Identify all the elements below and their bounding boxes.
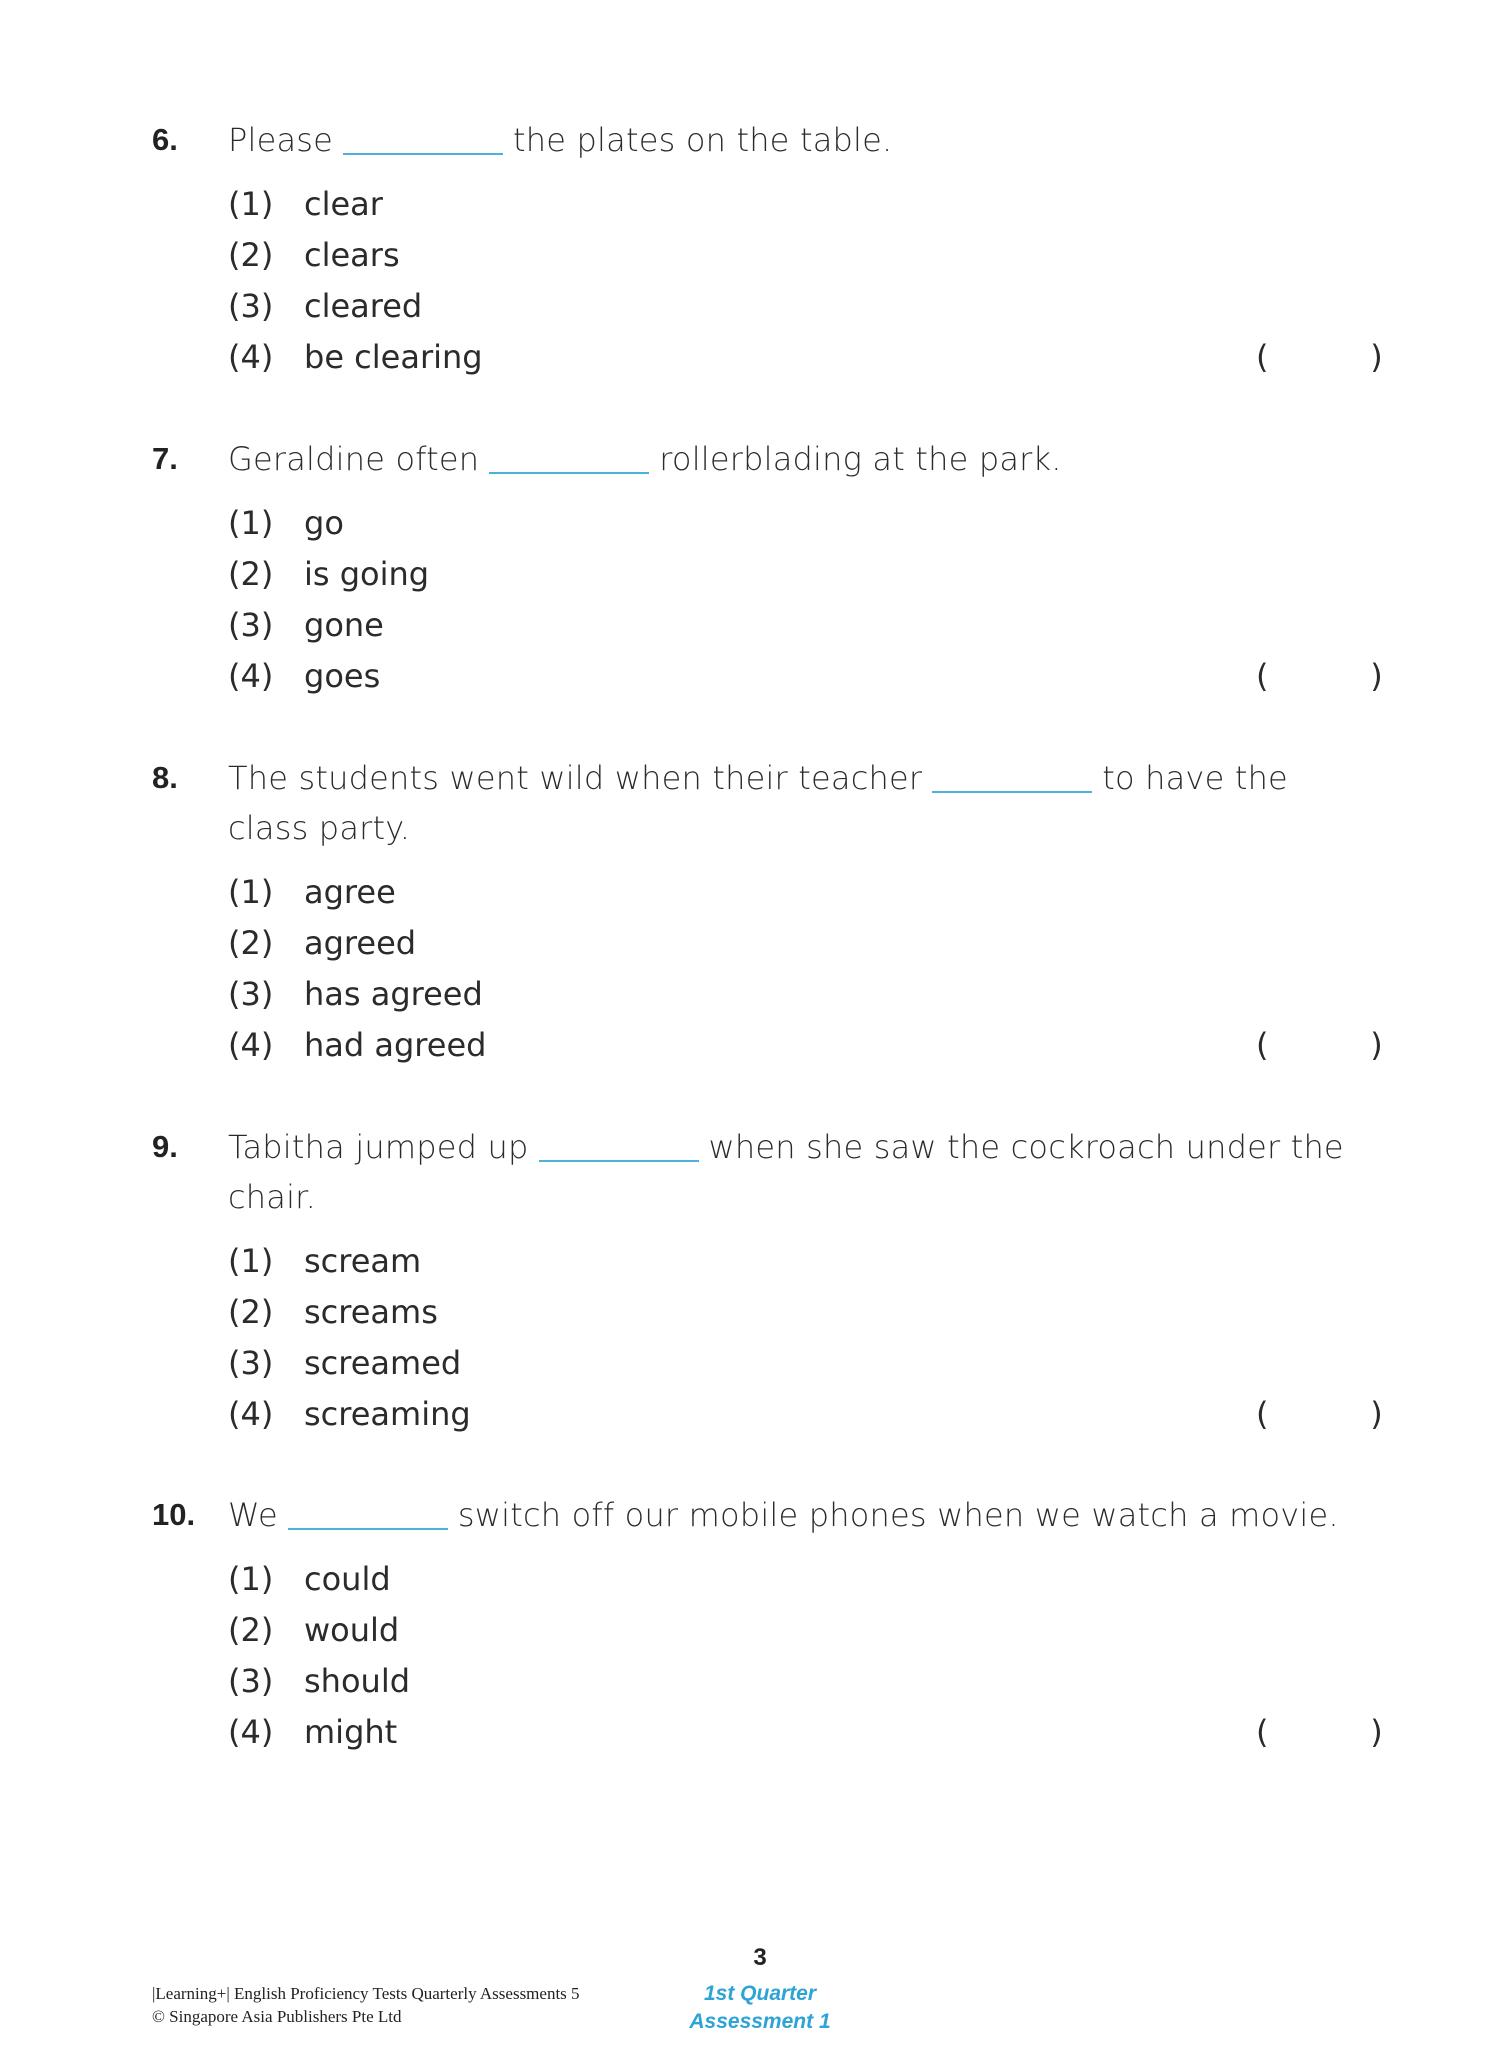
option-text: has agreed (304, 975, 483, 1013)
stem-before: We (228, 1496, 278, 1534)
option-number: (2) (228, 1611, 274, 1649)
option-number: (3) (228, 287, 274, 325)
answer-blank (932, 761, 1092, 793)
answer-bracket: ( ) (1256, 1395, 1383, 1433)
option-text: clears (304, 236, 400, 274)
question-stem (228, 753, 1376, 853)
option-text: scream (304, 1242, 422, 1280)
option-number: (3) (228, 1344, 274, 1382)
question-stem (228, 1122, 1376, 1222)
stem-after: the plates on the table. (513, 121, 893, 159)
stem-before: Geraldine often (228, 440, 480, 478)
answer-bracket: ( ) (1256, 657, 1383, 695)
question-number: 9. (152, 1129, 178, 1164)
page-number: 3 (753, 1944, 767, 1971)
option-number: (1) (228, 185, 274, 223)
option-number: (4) (228, 1395, 274, 1433)
option-text: screams (304, 1293, 438, 1331)
option-text: would (304, 1611, 400, 1649)
answer-blank (288, 1498, 448, 1530)
answer-bracket: ( ) (1256, 338, 1383, 376)
question-stem (228, 1490, 1408, 1540)
stem-after: when she saw the cockroach under the chair. (228, 1128, 1344, 1216)
footer-publication-info (152, 1982, 580, 2028)
option-text: goes (304, 657, 381, 695)
stem-before: Please (228, 121, 334, 159)
option-number: (3) (228, 975, 274, 1013)
option-number: (4) (228, 657, 274, 695)
question-stem (228, 434, 1376, 484)
option-text: clear (304, 185, 383, 223)
option-number: (4) (228, 1026, 274, 1064)
option-text: might (304, 1713, 398, 1751)
option-number: (4) (228, 338, 274, 376)
option-text: could (304, 1560, 391, 1598)
footer-section-label (660, 1980, 860, 2036)
stem-after: rollerblading at the park. (659, 440, 1062, 478)
option-number: (1) (228, 1560, 274, 1598)
stem-after: to have the class party. (228, 759, 1288, 847)
publication-line: |Learning+| English Proficiency Tests Quarterly Assessments 5 (152, 1984, 580, 2003)
stem-before: The students went wild when their teacher (228, 759, 923, 797)
question-number: 10. (152, 1497, 196, 1532)
option-number: (2) (228, 924, 274, 962)
option-number: (2) (228, 236, 274, 274)
option-text: screamed (304, 1344, 462, 1382)
copyright-line: © Singapore Asia Publishers Pte Ltd (152, 2007, 402, 2026)
option-number: (4) (228, 1713, 274, 1751)
option-text: gone (304, 606, 384, 644)
stem-before: Tabitha jumped up (228, 1128, 529, 1166)
answer-bracket: ( ) (1256, 1026, 1383, 1064)
option-number: (1) (228, 873, 274, 911)
answer-blank (343, 123, 503, 155)
option-number: (2) (228, 1293, 274, 1331)
option-text: be clearing (304, 338, 483, 376)
option-text: agreed (304, 924, 417, 962)
option-text: had agreed (304, 1026, 487, 1064)
option-text: is going (304, 555, 430, 593)
option-text: screaming (304, 1395, 471, 1433)
answer-bracket: ( ) (1256, 1713, 1383, 1751)
option-number: (3) (228, 1662, 274, 1700)
question-number: 6. (152, 122, 178, 157)
question-number: 7. (152, 441, 178, 476)
option-number: (1) (228, 504, 274, 542)
option-text: agree (304, 873, 396, 911)
option-text: go (304, 504, 344, 542)
question-stem (228, 115, 1376, 165)
answer-blank (489, 442, 649, 474)
section-quarter: 1st Quarter (703, 1982, 817, 2005)
question-number: 8. (152, 760, 178, 795)
option-number: (3) (228, 606, 274, 644)
stem-after: switch off our mobile phones when we watch a movie. (457, 1496, 1339, 1534)
section-assessment: Assessment 1 (689, 2010, 831, 2033)
answer-blank (539, 1130, 699, 1162)
option-number: (1) (228, 1242, 274, 1280)
option-text: should (304, 1662, 411, 1700)
option-text: cleared (304, 287, 423, 325)
option-number: (2) (228, 555, 274, 593)
